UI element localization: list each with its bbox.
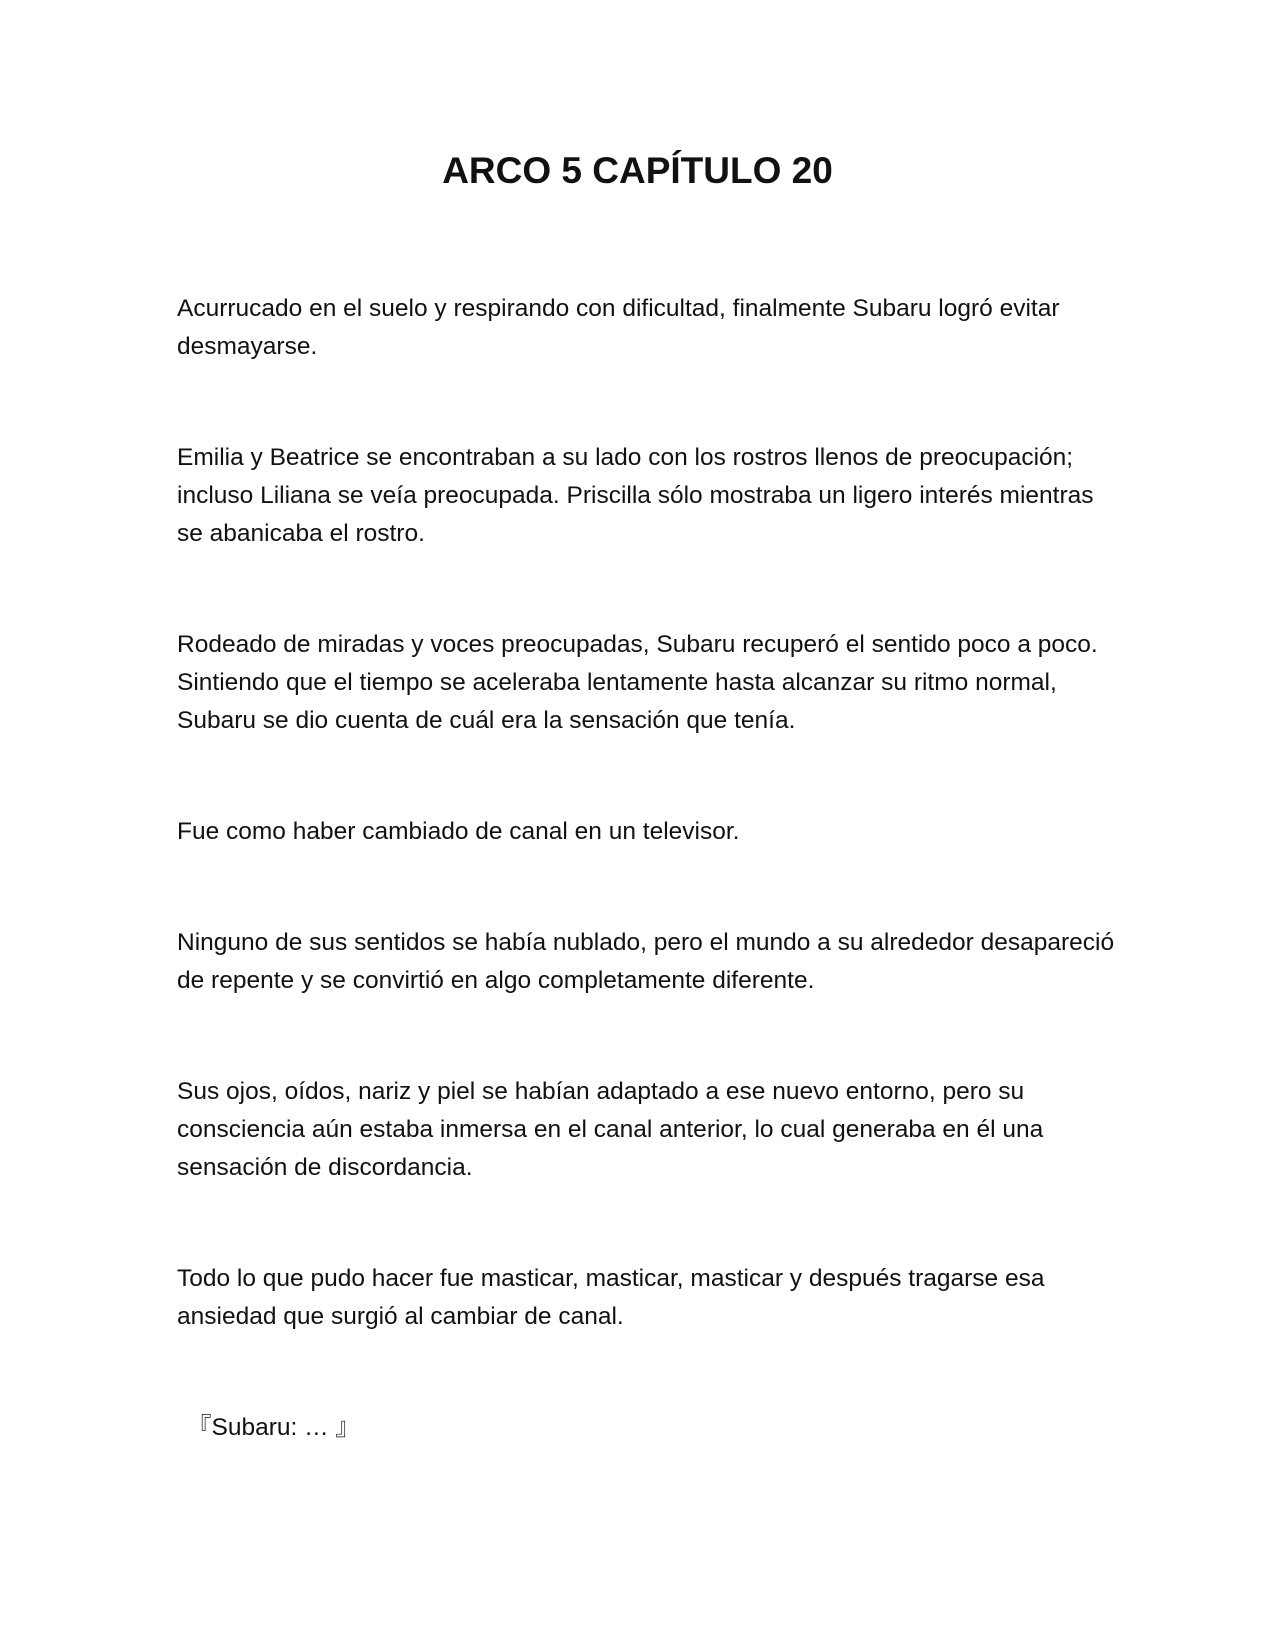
paragraph-3: Rodeado de miradas y voces preocupadas, Subaru recuperó el sentido poco a poco. Sintiendo que el tiempo se aceleraba lentamente hasta alcanzar su ritmo normal, Subaru se dio cuenta de cuál era la sensación que tenía. <box>177 631 1098 734</box>
paragraph-4: Fue como haber cambiado de canal en un televisor. <box>177 818 740 845</box>
paragraph-7: Todo lo que pudo hacer fue masticar, masticar, masticar y después tragarse esa ansiedad que surgió al cambiar de canal. <box>177 1265 1045 1330</box>
paragraph-6: Sus ojos, oídos, nariz y piel se habían adaptado a ese nuevo entorno, pero su consciencia aún estaba inmersa en el canal anterior, lo cual generaba en él una sensación de discordancia. <box>177 1078 1044 1181</box>
chapter-title: ARCO 5 CAPÍTULO 20 <box>442 150 833 191</box>
chapter-body <box>177 290 1117 1520</box>
dialogue-line: 『Subaru: … 』 <box>187 1414 360 1441</box>
paragraph-5: Ninguno de sus sentidos se había nublado, pero el mundo a su alrededor desapareció de repente y se convirtió en algo completamente diferente. <box>177 929 1115 994</box>
paragraph-2: Emilia y Beatrice se encontraban a su lado con los rostros llenos de preocupación; incluso Liliana se veía preocupada. Priscilla sólo mostraba un ligero interés mientras se abanicaba el rostro. <box>177 444 1094 547</box>
paragraph-1: Acurrucado en el suelo y respirando con dificultad, finalmente Subaru logró evitar desmayarse. <box>177 295 1060 360</box>
